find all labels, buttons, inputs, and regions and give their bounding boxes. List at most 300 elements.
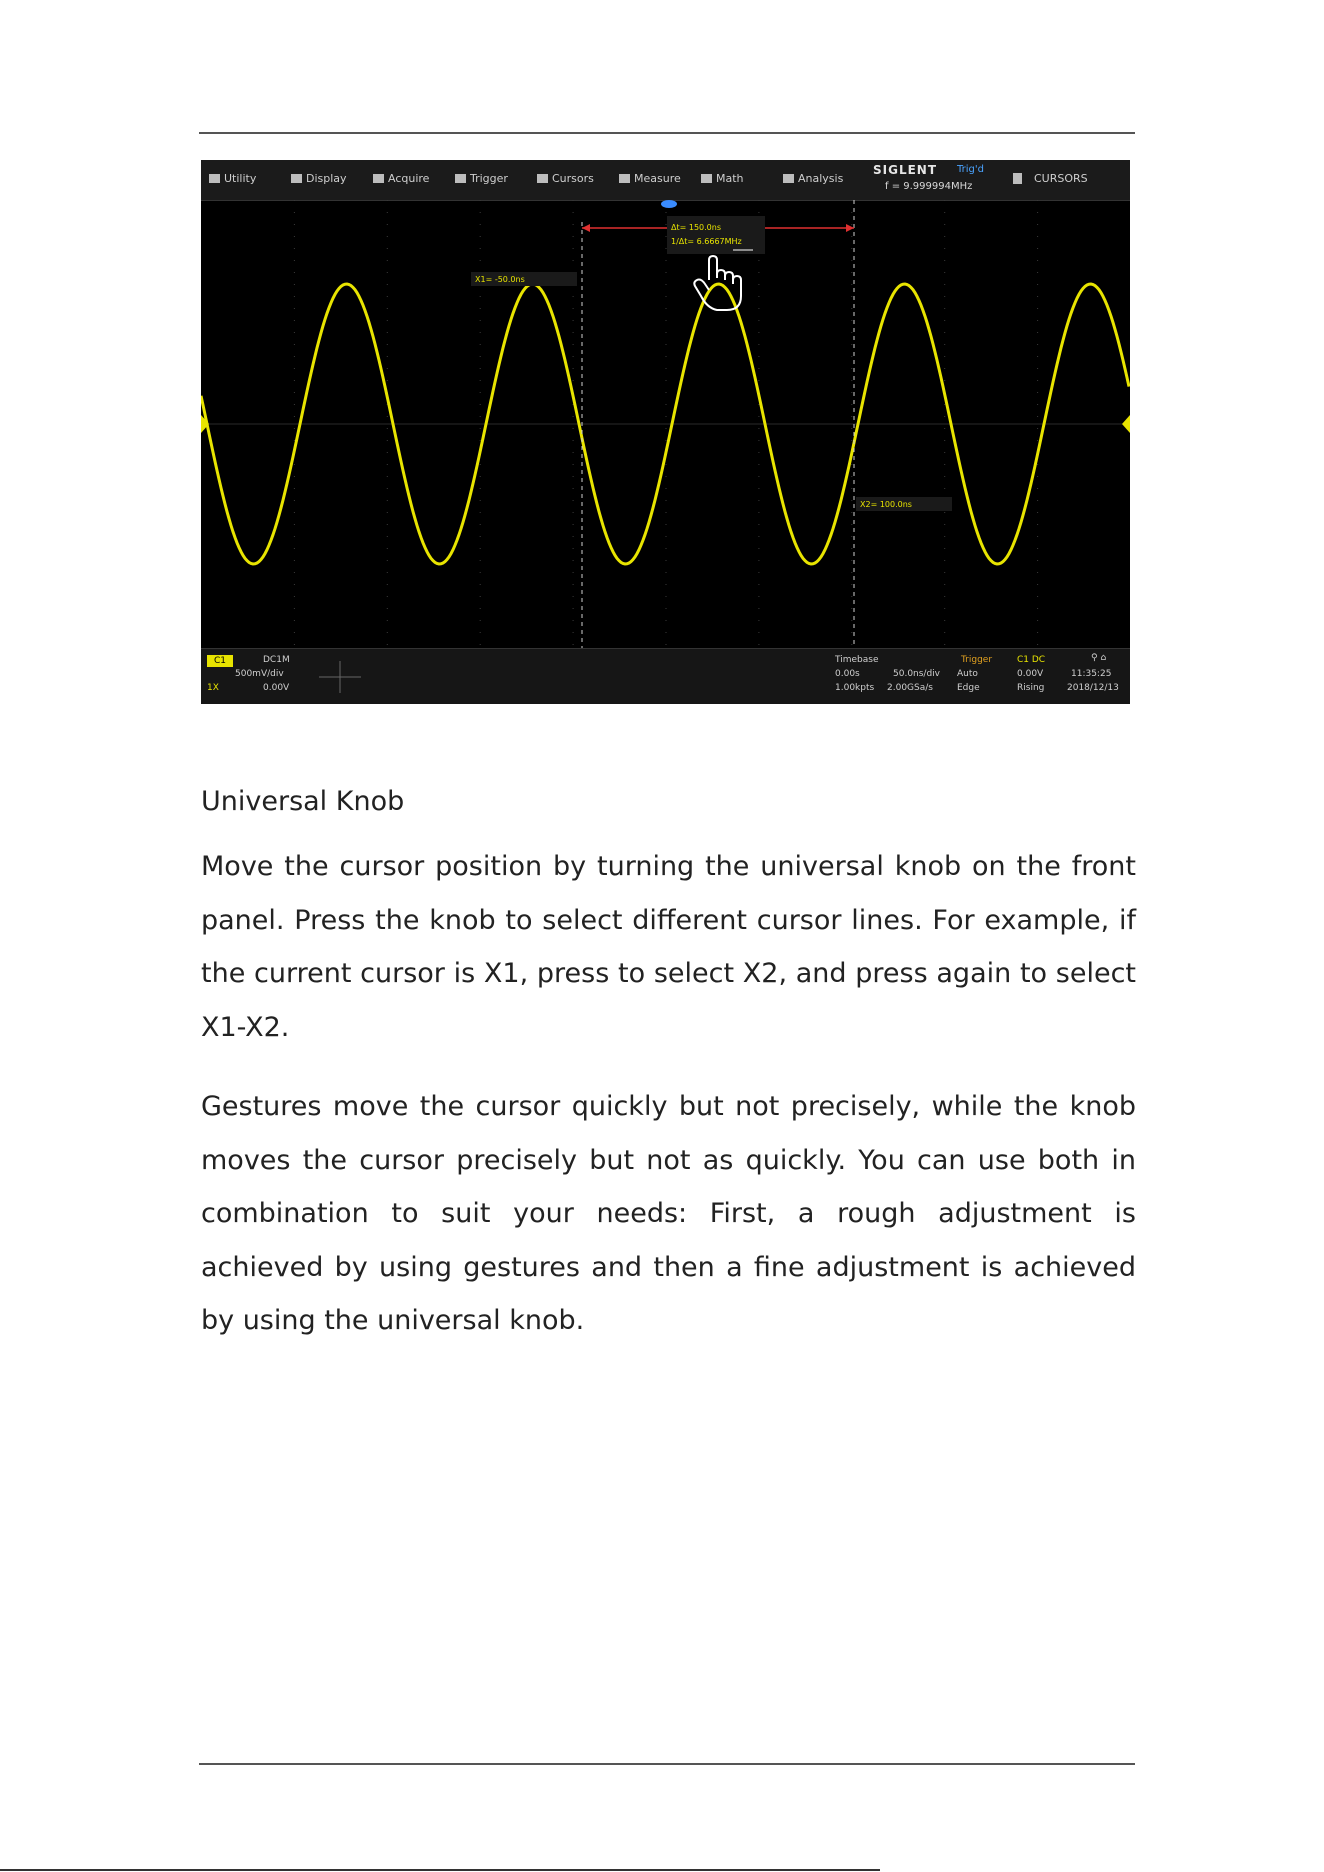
cursor-delta-f: 1/Δt= 6.6667MHz — [671, 237, 742, 246]
grid-dot — [758, 332, 759, 333]
grid-dot — [480, 248, 481, 249]
grid-dot — [944, 560, 945, 561]
grid-dot — [573, 608, 574, 609]
grid-dot — [387, 572, 388, 573]
clock-date: 2018/12/13 — [1067, 683, 1119, 693]
grid-dot — [573, 632, 574, 633]
grid-dot — [294, 524, 295, 525]
grid-dot — [480, 392, 481, 393]
grid-dot — [758, 584, 759, 585]
grid-dot — [758, 296, 759, 297]
grid-dot — [1037, 248, 1038, 249]
grid-dot — [758, 404, 759, 405]
grid-dot — [758, 308, 759, 309]
grid-dot — [944, 524, 945, 525]
footer-rule — [199, 1763, 1135, 1765]
grid-dot — [666, 476, 667, 477]
grid-dot — [387, 440, 388, 441]
grid-dot — [758, 644, 759, 645]
grid-dot — [851, 488, 852, 489]
grid-dot — [573, 380, 574, 381]
grid-dot — [294, 428, 295, 429]
grid-dot — [666, 320, 667, 321]
grid-dot — [758, 260, 759, 261]
grid-dot — [758, 572, 759, 573]
grid-dot — [573, 260, 574, 261]
grid-dot — [758, 320, 759, 321]
grid-dot — [851, 380, 852, 381]
memory-depth: 1.00kpts — [835, 683, 875, 693]
grid-dot — [758, 452, 759, 453]
grid-dot — [944, 608, 945, 609]
grid-dot — [666, 380, 667, 381]
grid-dot — [666, 404, 667, 405]
grid-dot — [387, 428, 388, 429]
grid-dot — [1037, 596, 1038, 597]
grid-dot — [480, 620, 481, 621]
grid-dot — [666, 632, 667, 633]
grid-dot — [944, 464, 945, 465]
grid-dot — [758, 632, 759, 633]
grid-dot — [480, 596, 481, 597]
grid-dot — [758, 476, 759, 477]
grid-dot — [573, 560, 574, 561]
grid-dot — [1037, 428, 1038, 429]
grid-dot — [944, 452, 945, 453]
trigger-source: C1 DC — [1017, 655, 1046, 665]
grid-dot — [480, 332, 481, 333]
grid-dot — [294, 404, 295, 405]
grid-dot — [944, 644, 945, 645]
channel-probe: 1X — [207, 683, 219, 693]
page-edge-line — [0, 1869, 880, 1871]
scope-menubar — [201, 160, 1130, 201]
grid-dot — [851, 308, 852, 309]
grid-dot — [480, 536, 481, 537]
grid-dot — [294, 260, 295, 261]
menu-acquire[interactable]: Acquire — [373, 172, 429, 185]
grid-dot — [1037, 464, 1038, 465]
grid-dot — [851, 560, 852, 561]
grid-dot — [480, 320, 481, 321]
grid-dot — [1037, 572, 1038, 573]
grid-dot — [851, 500, 852, 501]
grid-dot — [666, 536, 667, 537]
grid-dot — [480, 416, 481, 417]
grid-dot — [294, 620, 295, 621]
grid-dot — [480, 512, 481, 513]
grid-dot — [1037, 392, 1038, 393]
grid-dot — [944, 308, 945, 309]
grid-dot — [666, 644, 667, 645]
menu-measure[interactable]: Measure — [619, 172, 681, 185]
grid-dot — [758, 200, 759, 201]
waveform-display[interactable] — [201, 200, 1130, 648]
grid-dot — [387, 380, 388, 381]
grid-dot — [480, 500, 481, 501]
grid-dot — [944, 596, 945, 597]
grid-dot — [666, 272, 667, 273]
grid-dot — [666, 260, 667, 261]
grid-dot — [851, 572, 852, 573]
grid-dot — [1037, 440, 1038, 441]
grid-dot — [851, 344, 852, 345]
grid-dot — [758, 524, 759, 525]
grid-dot — [1037, 584, 1038, 585]
grid-dot — [851, 356, 852, 357]
acquire-icon — [373, 174, 384, 183]
grid-dot — [573, 452, 574, 453]
cursor-x1-label: X1= -50.0ns — [475, 275, 525, 284]
grid-dot — [758, 428, 759, 429]
grid-dot — [294, 548, 295, 549]
grid-dot — [480, 200, 481, 201]
grid-dot — [944, 620, 945, 621]
grid-dot — [387, 320, 388, 321]
grid-dot — [387, 548, 388, 549]
grid-dot — [944, 224, 945, 225]
grid-dot — [480, 572, 481, 573]
grid-dot — [1037, 536, 1038, 537]
grid-dot — [851, 428, 852, 429]
grid-dot — [387, 584, 388, 585]
trigger-slope: Rising — [1017, 683, 1045, 693]
gear-icon — [209, 174, 220, 183]
cursors-menu-button[interactable]: CURSORS — [1013, 172, 1088, 185]
grid-dot — [944, 632, 945, 633]
grid-dot — [480, 632, 481, 633]
grid-dot — [294, 308, 295, 309]
menu-trigger[interactable]: Trigger — [455, 172, 508, 185]
brand-logo: SIGLENT — [873, 163, 938, 177]
grid-dot — [944, 344, 945, 345]
grid-dot — [387, 200, 388, 201]
grid-dot — [573, 488, 574, 489]
grid-dot — [851, 596, 852, 597]
brand-panel — [873, 162, 993, 198]
grid-dot — [1037, 476, 1038, 477]
grid-dot — [480, 560, 481, 561]
grid-dot — [851, 212, 852, 213]
menu-math[interactable]: Math — [701, 172, 744, 185]
menu-analysis[interactable]: Analysis — [783, 172, 843, 185]
cursor-x2-label: X2= 100.0ns — [860, 500, 912, 509]
cursor-readout-box — [667, 216, 765, 254]
grid-dot — [1037, 404, 1038, 405]
section-title: Universal Knob — [201, 786, 405, 817]
grid-dot — [851, 260, 852, 261]
trigger-position-marker-icon — [661, 200, 677, 208]
grid-dot — [294, 584, 295, 585]
add-channel-icon[interactable] — [315, 657, 365, 697]
grid-dot — [1037, 344, 1038, 345]
grid-dot — [387, 368, 388, 369]
trigger-type: Edge — [957, 683, 980, 693]
grid-dot — [573, 524, 574, 525]
trigger-flag-icon — [455, 174, 466, 183]
grid-dot — [480, 488, 481, 489]
delta-arrow-right-icon — [846, 224, 854, 232]
grid-dot — [1037, 548, 1038, 549]
grid-dot — [573, 320, 574, 321]
grid-dot — [851, 332, 852, 333]
grid-dot — [294, 368, 295, 369]
grid-dot — [387, 452, 388, 453]
grid-dot — [294, 440, 295, 441]
channel-offset: 0.00V — [263, 683, 290, 693]
grid-dot — [387, 512, 388, 513]
grid-dot — [851, 392, 852, 393]
grid-dot — [573, 356, 574, 357]
grid-dot — [480, 428, 481, 429]
grid-dot — [851, 224, 852, 225]
grid-dot — [666, 224, 667, 225]
grid-dot — [851, 620, 852, 621]
grid-dot — [666, 596, 667, 597]
grid-dot — [851, 200, 852, 201]
grid-dot — [944, 272, 945, 273]
grid-dot — [573, 476, 574, 477]
grid-dot — [758, 536, 759, 537]
grid-dot — [666, 332, 667, 333]
grid-dot — [666, 416, 667, 417]
analysis-icon — [783, 174, 794, 183]
grid-dot — [758, 380, 759, 381]
frequency-readout: f = 9.999994MHz — [885, 181, 973, 192]
grid-dot — [944, 212, 945, 213]
grid-dot — [387, 212, 388, 213]
grid-dot — [480, 260, 481, 261]
grid-dot — [944, 548, 945, 549]
grid-dot — [758, 596, 759, 597]
grid-dot — [1037, 260, 1038, 261]
grid-dot — [480, 476, 481, 477]
grid-dot — [758, 344, 759, 345]
grid-dot — [573, 500, 574, 501]
grid-dot — [387, 344, 388, 345]
grid-dot — [387, 536, 388, 537]
grid-dot — [294, 476, 295, 477]
grid-dot — [666, 560, 667, 561]
grid-dot — [294, 356, 295, 357]
grid-dot — [480, 308, 481, 309]
grid-dot — [666, 392, 667, 393]
grid-dot — [387, 296, 388, 297]
grid-dot — [758, 608, 759, 609]
grid-dot — [294, 344, 295, 345]
grid-dot — [387, 500, 388, 501]
grid-dot — [851, 272, 852, 273]
timebase-title[interactable]: Timebase — [835, 655, 879, 665]
grid-dot — [387, 488, 388, 489]
grid-dot — [387, 416, 388, 417]
header-rule — [199, 132, 1135, 134]
grid-dot — [851, 512, 852, 513]
grid-dot — [1037, 416, 1038, 417]
grid-dot — [1037, 368, 1038, 369]
grid-dot — [944, 380, 945, 381]
grid-dot — [1037, 320, 1038, 321]
grid-dot — [294, 284, 295, 285]
grid-dot — [1037, 632, 1038, 633]
grid-dot — [294, 644, 295, 645]
grid-dot — [666, 584, 667, 585]
grid-dot — [944, 200, 945, 201]
grid-dot — [944, 440, 945, 441]
grid-dot — [758, 560, 759, 561]
grid-dot — [666, 212, 667, 213]
grid-dot — [480, 584, 481, 585]
menu-utility[interactable]: Utility — [209, 172, 256, 185]
grid-dot — [1037, 308, 1038, 309]
scope-statusbar — [201, 648, 1130, 704]
grid-dot — [758, 284, 759, 285]
grid-dot — [294, 632, 295, 633]
grid-dot — [1037, 524, 1038, 525]
grid-dot — [851, 440, 852, 441]
grid-dot — [573, 548, 574, 549]
grid-dot — [387, 560, 388, 561]
grid-dot — [758, 368, 759, 369]
trigger-level-marker-icon — [1122, 415, 1130, 433]
grid-dot — [294, 212, 295, 213]
trigger-title[interactable]: Trigger — [961, 655, 993, 665]
menu-cursors[interactable]: Cursors — [537, 172, 594, 185]
grid-dot — [666, 608, 667, 609]
grid-dot — [480, 380, 481, 381]
grid-dot — [758, 512, 759, 513]
grid-dot — [944, 320, 945, 321]
grid-dot — [1037, 500, 1038, 501]
grid-dot — [944, 428, 945, 429]
channel-badge[interactable]: C1 — [207, 655, 233, 667]
grid-dot — [294, 512, 295, 513]
grid-dot — [851, 476, 852, 477]
grid-dot — [666, 368, 667, 369]
grid-dot — [573, 236, 574, 237]
grid-dot — [758, 488, 759, 489]
grid-dot — [944, 536, 945, 537]
grid-dot — [387, 620, 388, 621]
grid-dot — [1037, 200, 1038, 201]
grid-dot — [573, 620, 574, 621]
grid-dot — [387, 308, 388, 309]
grid-dot — [573, 428, 574, 429]
grid-dot — [944, 296, 945, 297]
grid-dot — [573, 536, 574, 537]
grid-dot — [387, 596, 388, 597]
grid-dot — [1037, 332, 1038, 333]
grid-dot — [294, 320, 295, 321]
grid-dot — [1037, 560, 1038, 561]
grid-dot — [387, 632, 388, 633]
grid-dot — [666, 356, 667, 357]
grid-dot — [851, 464, 852, 465]
grid-dot — [573, 248, 574, 249]
grid-dot — [294, 536, 295, 537]
grid-dot — [480, 524, 481, 525]
cursors-icon — [537, 174, 548, 183]
channel-coupling: DC1M — [263, 655, 290, 665]
grid-dot — [1037, 236, 1038, 237]
grid-dot — [666, 248, 667, 249]
grid-dot — [758, 620, 759, 621]
grid-dot — [480, 548, 481, 549]
grid-dot — [387, 476, 388, 477]
menu-list-icon — [1013, 173, 1022, 184]
grid-dot — [758, 440, 759, 441]
grid-dot — [573, 440, 574, 441]
grid-dot — [294, 272, 295, 273]
grid-dot — [573, 344, 574, 345]
grid-dot — [294, 608, 295, 609]
grid-dot — [480, 224, 481, 225]
grid-dot — [294, 380, 295, 381]
trigger-state: Trig'd — [957, 164, 984, 175]
grid-dot — [573, 332, 574, 333]
grid-dot — [1037, 620, 1038, 621]
grid-dot — [387, 272, 388, 273]
grid-dot — [1037, 356, 1038, 357]
grid-dot — [573, 200, 574, 201]
menu-display[interactable]: Display — [291, 172, 347, 185]
grid-dot — [480, 464, 481, 465]
grid-dot — [851, 236, 852, 237]
delta-arrow-left-icon — [582, 224, 590, 232]
grid-dot — [1037, 224, 1038, 225]
grid-dot — [944, 368, 945, 369]
grid-dot — [758, 416, 759, 417]
grid-dot — [666, 284, 667, 285]
grid-dot — [944, 404, 945, 405]
grid-dot — [666, 620, 667, 621]
paragraph-knob: Move the cursor position by turning the universal knob on the front panel. Press the knob to select different cursor lines. For example, if the current cursor is X1, press to select X2, and press again to select X1-X2. — [201, 851, 1136, 1043]
grid-dot — [294, 560, 295, 561]
grid-dot — [294, 296, 295, 297]
clock-time: 11:35:25 — [1071, 669, 1112, 679]
grid-dot — [944, 248, 945, 249]
grid-dot — [573, 644, 574, 645]
grid-dot — [573, 368, 574, 369]
grid-dot — [573, 584, 574, 585]
oscilloscope-screenshot — [201, 160, 1130, 704]
grid-dot — [944, 260, 945, 261]
grid-dot — [387, 260, 388, 261]
grid-dot — [573, 512, 574, 513]
trigger-mode: Auto — [957, 669, 978, 679]
measure-icon — [619, 174, 630, 183]
grid-dot — [851, 644, 852, 645]
grid-dot — [851, 404, 852, 405]
grid-dot — [480, 404, 481, 405]
grid-dot — [294, 488, 295, 489]
grid-dot — [480, 440, 481, 441]
display-icon — [291, 174, 302, 183]
grid-dot — [944, 488, 945, 489]
grid-dot — [480, 236, 481, 237]
network-usb-icon: ⚲ ⌂ — [1091, 653, 1107, 663]
grid-dot — [851, 584, 852, 585]
paragraph-gestures: Gestures move the cursor quickly but not precisely, while the knob moves the cursor precisely but not as quickly. You can use both in combination to suit your needs: First, a rough adjustment is achieved by using gestures and then a fine adjustment is achieved by using the universal knob. — [201, 1091, 1136, 1336]
grid-dot — [387, 464, 388, 465]
grid-dot — [666, 512, 667, 513]
grid-dot — [944, 236, 945, 237]
grid-dot — [666, 548, 667, 549]
grid-dot — [294, 572, 295, 573]
grid-dot — [851, 368, 852, 369]
grid-dot — [1037, 212, 1038, 213]
grid-dot — [666, 296, 667, 297]
